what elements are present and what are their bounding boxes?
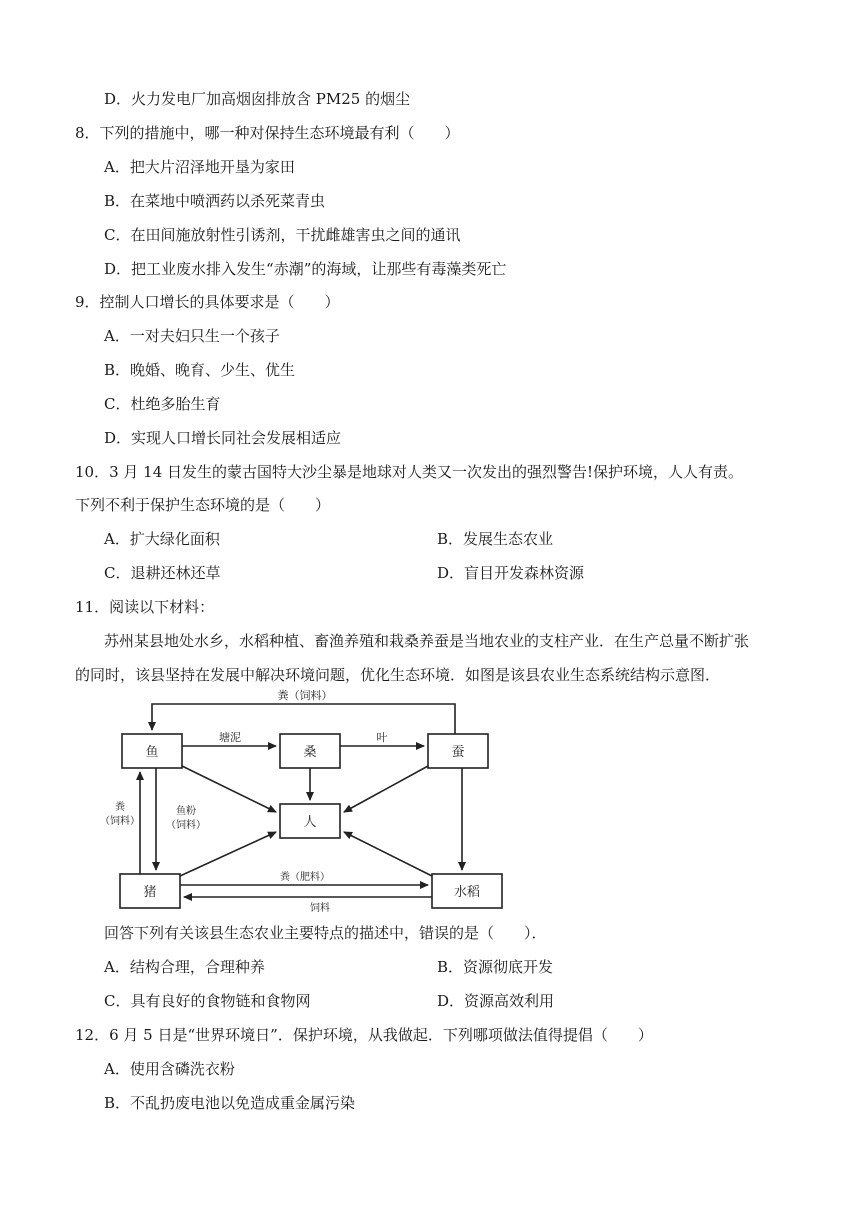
q11-option-a: A．结构合理，合理种养 [104, 958, 265, 976]
edge-pig-to-human [180, 832, 276, 876]
q10-option-d: D．盲目开发森林资源 [437, 564, 585, 582]
q12-option-b: B．不乱扔废电池以免造成重金属污染 [104, 1094, 356, 1112]
q9-option-c: C．杜绝多胎生育 [104, 395, 221, 413]
edge-silkworm-to-human [344, 766, 428, 812]
q7-option-d: D．火力发电厂加高烟囱排放含 PM25 的烟尘 [104, 90, 411, 108]
edge-silkworm-to-fish [152, 704, 455, 734]
label-top-manure-feed: 粪（饲料） [277, 689, 333, 702]
node-mulberry: 桑 [303, 745, 317, 760]
node-pig: 猪 [143, 885, 157, 900]
label-manure-fertilizer: 粪（肥料） [280, 872, 330, 883]
q9-option-d: D．实现人口增长同社会发展相适应 [104, 429, 342, 447]
label-fishmeal: 鱼粉 [176, 806, 196, 817]
q8-option-d: D．把工业废水排入发生“赤潮”的海域，让那些有毒藻类死亡 [104, 260, 507, 278]
q11-option-d: D．资源高效利用 [437, 992, 555, 1010]
q11-material-line1: 苏州某县地处水乡，水稻种植、畜渔养殖和栽桑养蚕是当地农业的支柱产业．在生产总量不断扩张 [104, 632, 750, 650]
q8-option-b: B．在菜地中喷洒药以杀死菜青虫 [104, 192, 326, 210]
label-left-feed: （饲料） [100, 816, 140, 827]
q9-stem: 9．控制人口增长的具体要求是（ ） [75, 293, 340, 311]
q10-option-a: A．扩大绿化面积 [104, 530, 220, 548]
label-feed: 饲料 [310, 903, 330, 914]
q9-option-a: A．一对夫妇只生一个孩子 [104, 327, 280, 345]
label-left-manure: 粪 [115, 802, 125, 813]
node-rice: 水稻 [453, 885, 481, 900]
q10-stem-line2: 下列不利于保护生态环境的是（ ） [75, 496, 331, 514]
edge-fish-to-human [182, 766, 276, 812]
q11-material-line2: 的同时，该县坚持在发展中解决环境问题，优化生态环境．如图是该县农业生态系统结构示意图． [75, 666, 721, 684]
q12-stem: 12．6 月 5 日是“世界环境日”．保护环境，从我做起．下列哪项做法值得提倡（ ） [75, 1026, 653, 1044]
q11-question: 回答下列有关该县生态农业主要特点的描述中，错误的是（ ）． [104, 924, 547, 942]
q10-option-b: B．发展生态农业 [437, 530, 554, 548]
label-pond-mud: 塘泥 [219, 731, 241, 744]
node-human: 人 [303, 815, 317, 830]
q12-option-a: A．使用含磷洗衣粉 [104, 1060, 235, 1078]
q10-option-c: C．退耕还林还草 [104, 564, 221, 582]
q11-stem: 11．阅读以下材料： [75, 598, 215, 616]
node-silkworm: 蚕 [451, 745, 465, 760]
agri-ecosystem-diagram [100, 686, 515, 914]
q9-option-b: B．晚婚、晚育、少生、优生 [104, 361, 296, 379]
edge-rice-to-human [344, 832, 432, 876]
node-fish: 鱼 [145, 745, 159, 760]
q11-option-c: C．具有良好的食物链和食物网 [104, 992, 311, 1010]
q8-stem: 8．下列的措施中，哪一种对保持生态环境最有利（ ） [75, 124, 460, 142]
q11-option-b: B．资源彻底开发 [437, 958, 554, 976]
label-fishmeal-feed: （饲料） [166, 820, 206, 831]
q8-option-a: A．把大片沼泽地开垦为家田 [104, 158, 295, 176]
label-leaf: 叶 [376, 731, 388, 744]
q8-option-c: C．在田间施放射性引诱剂，干扰雌雄害虫之间的通讯 [104, 226, 461, 244]
q10-stem-line1: 10．3 月 14 日发生的蒙古国特大沙尘暴是地球对人类又一次发出的强烈警告!保护环境，人人有责。 [75, 463, 744, 481]
